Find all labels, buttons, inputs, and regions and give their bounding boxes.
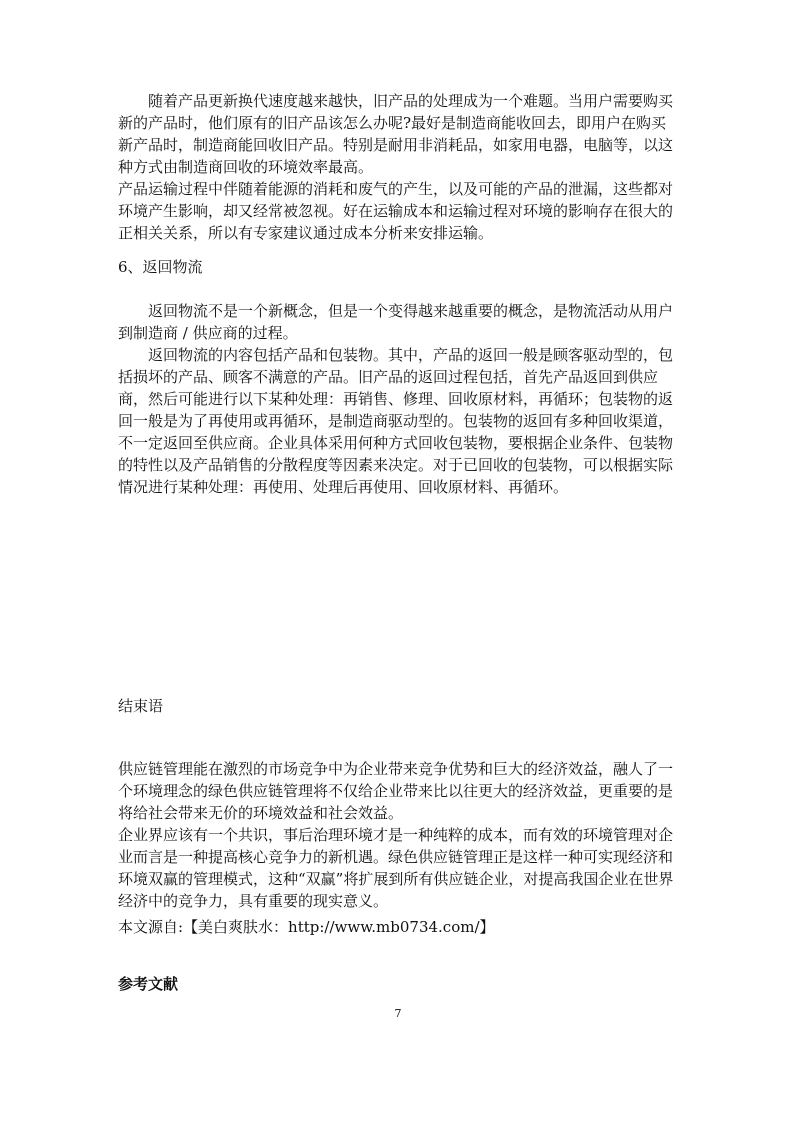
section-heading-conclusion: 结束语 (118, 697, 164, 715)
section-heading-return-logistics: 6、返回物流 (118, 258, 203, 276)
paragraph-old-products: 随着产品更新换代速度越来越快，旧产品的处理成为一个难题。当用户需要购买新的产品时，他们原有的旧产品该怎么办呢?最好是制造商能收回去，即用户在购买新产品时，制造商能回收旧产品。特别是耐用非消耗品，如家用电器，电脑等，以这种方式由制造商回收的环境效率最高。 (118, 92, 674, 176)
paragraph-conclusion-2: 企业界应该有一个共识，事后治理环境才是一种纯粹的成本，而有效的环境管理对企业而言是一种提高核心竞争力的新机遇。绿色供应链管理正是这样一种可实现经济和环境双赢的管理模式，这种“双赢”将扩展到所有供应链企业，对提高我国企业在世界经济中的竞争力，具有重要的现实意义。 (118, 826, 674, 910)
paragraph-return-logistics-content: 返回物流的内容包括产品和包装物。其中，产品的返回一般是顾客驱动型的，包括损坏的产品、顾客不满意的产品。旧产品的返回过程包括，首先产品返回到供应商，然后可能进行以下某种处理：再销售、修理、回收原材料，再循环；包装物的返回一般是为了再使用或再循环，是制造商驱动型的。包装物的返回有多种回收渠道，不一定返回至供应商。企业具体采用何种方式回收包装物，要根据企业条件、包装物的特性以及产品销售的分散程度等因素来决定。对于已回收的包装物，可以根据实际情况进行某种处理：再使用、处理后再使用、回收原材料、再循环。 (118, 346, 674, 496)
section-heading-references: 参考文献 (118, 975, 179, 993)
paragraph-return-logistics-intro: 返回物流不是一个新概念，但是一个变得越来越重要的概念，是物流活动从用户到制造商 / 供应商的过程。 (118, 302, 674, 342)
paragraph-conclusion-1: 供应链管理能在激烈的市场竞争中为企业带来竞争优势和巨大的经济效益，融人了一个环境理念的绿色供应链管理将不仅给企业带来比以往更大的经济效益，更重要的是将给社会带来无价的环境效益和社会效益。 (118, 760, 674, 822)
source-line: 本文源自:【美白爽肤水：http://www.mb0734.com/】 (118, 918, 495, 936)
paragraph-transport: 产品运输过程中伴随着能源的消耗和废气的产生，以及可能的产品的泄漏，这些都对环境产生影响，却又经常被忽视。好在运输成本和运输过程对环境的影响存在很大的正相关关系，所以有专家建议通过成本分析来安排运输。 (118, 180, 674, 242)
page-number: 7 (394, 1007, 402, 1020)
